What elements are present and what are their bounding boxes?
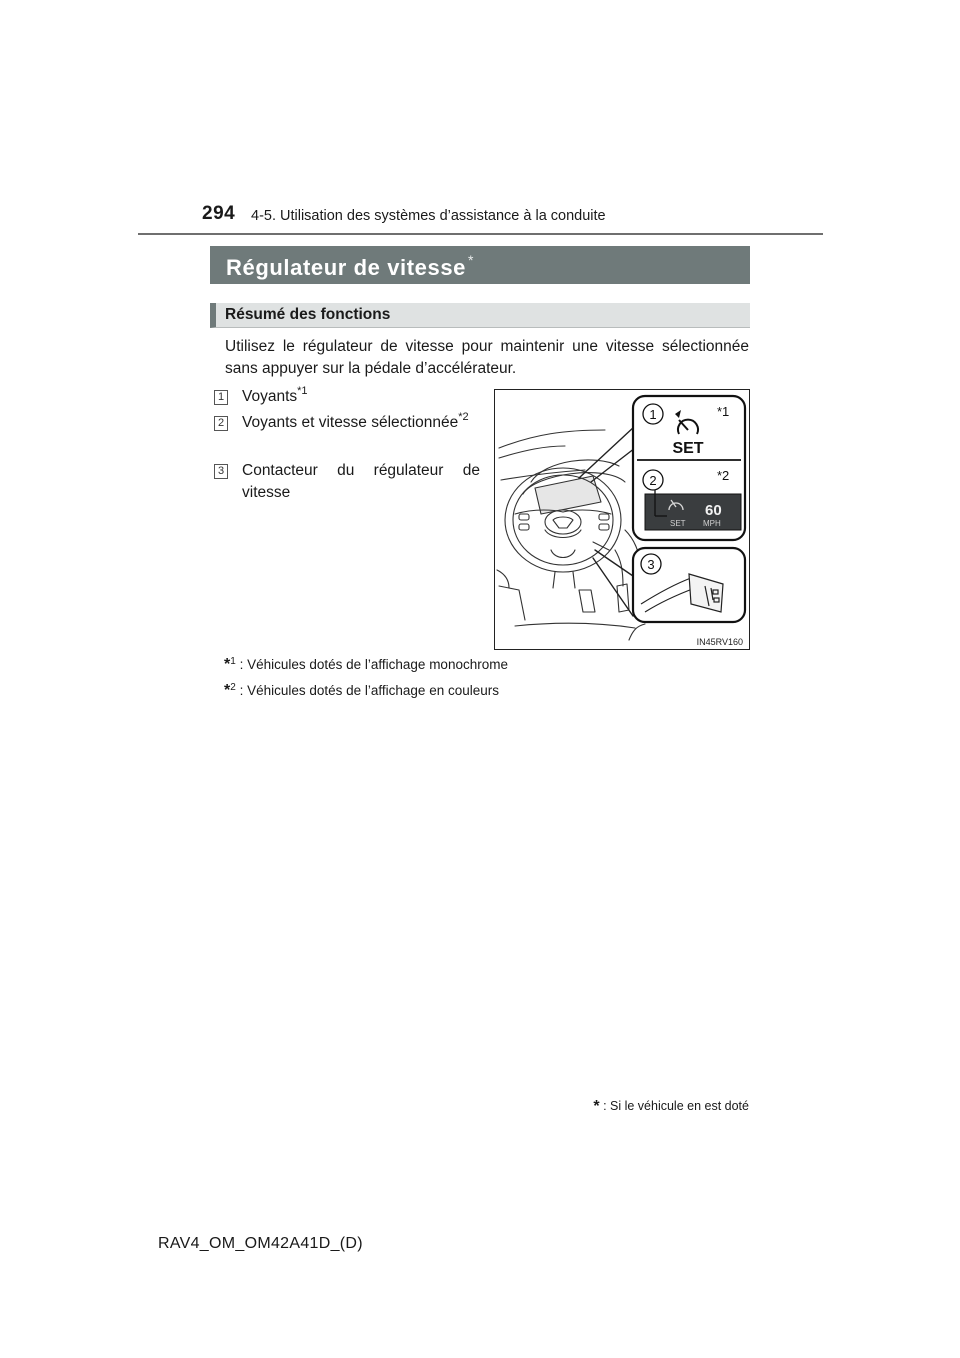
list-number: 1: [214, 390, 228, 405]
speed-unit: MPH: [703, 519, 721, 528]
callout-3-label: 3: [647, 557, 655, 572]
illustration-code: IN45RV160: [696, 637, 743, 647]
list-number: 3: [214, 464, 228, 479]
intro-paragraph: Utilisez le régulateur de vitesse pour maintenir une vitesse sélectionnée sans appuyer sur la pédale d’accélérateur.: [225, 338, 749, 377]
list-item: [214, 386, 480, 408]
availability-text: : Si le véhicule en est doté: [603, 1099, 749, 1113]
list-item: [214, 460, 480, 504]
page-number: 294: [202, 203, 236, 224]
list-item: [214, 412, 480, 434]
footnote: [224, 656, 508, 674]
document-code: RAV4_OM_OM42A41D_(D): [158, 1235, 363, 1252]
dashboard-drawing: [495, 390, 750, 650]
availability-mark: *: [593, 1098, 600, 1115]
callout-1-label: 1: [649, 407, 657, 422]
availability-note: [593, 1098, 749, 1116]
note-1-label: *1: [717, 404, 730, 419]
set-label: SET: [672, 440, 704, 457]
subsection-title: Résumé des fonctions: [225, 306, 391, 323]
section-title-mark: *: [468, 252, 475, 268]
footnote-num: 2: [230, 682, 236, 693]
callout-2-label: 2: [649, 473, 657, 488]
speed-value: 60: [705, 502, 722, 519]
footnote-mark: *: [224, 682, 231, 699]
footnote-text: : Véhicules dotés de l’affichage en couleurs: [239, 683, 499, 698]
chapter-title: 4-5. Utilisation des systèmes d’assistance à la conduite: [251, 208, 606, 224]
section-title: [226, 252, 474, 281]
note-2-label: *2: [717, 468, 730, 483]
footnote-mark: *: [224, 656, 231, 673]
list-note: *2: [458, 411, 469, 423]
list-text: Voyants et vitesse sélectionnée: [242, 414, 459, 431]
list-note: *1: [297, 385, 308, 397]
cruise-control-illustration: [494, 389, 750, 650]
header-rule: [138, 233, 823, 235]
speed-set-label: SET: [670, 519, 686, 528]
footnote-text: : Véhicules dotés de l’affichage monochrome: [239, 657, 508, 672]
section-title-band: [210, 246, 750, 284]
list-text: Contacteur du régulateur de vitesse: [242, 462, 480, 501]
footnote: [224, 682, 499, 700]
footnote-num: 1: [230, 656, 236, 667]
list-text: Voyants: [242, 388, 298, 405]
list-number: 2: [214, 416, 228, 431]
section-title-text: Régulateur de vitesse: [226, 255, 467, 280]
subsection-band: [210, 303, 750, 328]
